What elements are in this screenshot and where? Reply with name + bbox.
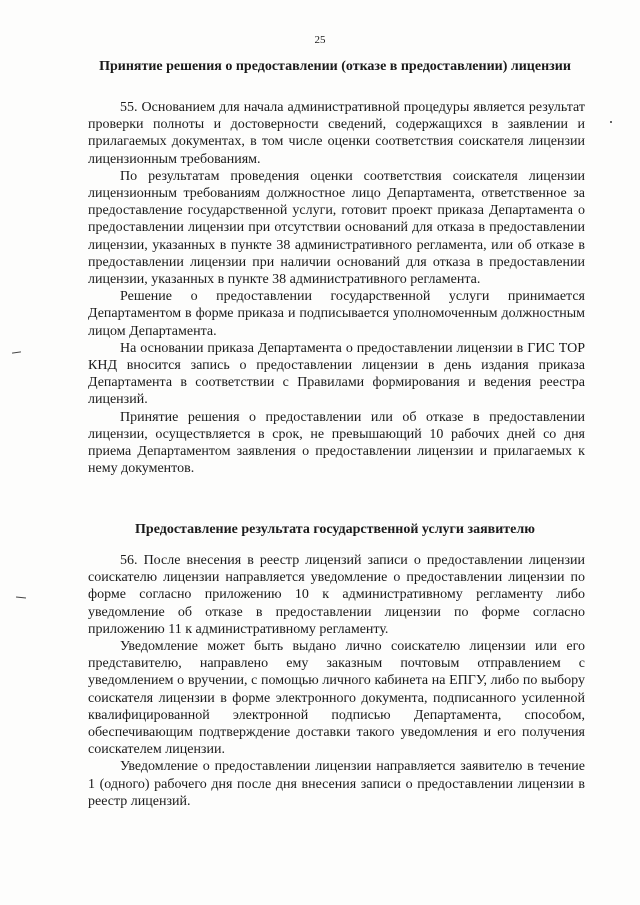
paragraph: Решение о предоставлении государственной услуги принимается Департаментом в форме приказа и подписывается уполномоченным должностным лицом Департамента. [88, 289, 585, 339]
paragraph: На основании приказа Департамента о предоставлении лицензии в ГИС ТОР КНД вносится запись о предоставлении лицензии в день издания приказа Департамента в соответствии с Правилами формирования и ведения реестра лицензий. [88, 340, 585, 408]
margin-mark [12, 351, 21, 353]
margin-mark [16, 596, 26, 598]
paragraph: Принятие решения о предоставлении или об отказе в предоставлении лицензии, осуществляется в срок, не превышающий 10 рабочих дней со дня приема Департаментом заявления о предоставлении лицензии и прилагаемых к нему документов. [88, 409, 585, 477]
page-number: 25 [314, 34, 326, 46]
paragraph: Уведомление может быть выдано лично соискателю лицензии или его представителю, направлено ему заказным почтовым отправлением с уведомлением о вручении, с помощью личного кабинета на ЕПГУ, либо по выбору соискателя лицензии в форме электронного документа, подписанного усиленной квалифицированной электронной подписью Департамента, способом, обеспечивающим подтверждение доставки такого уведомления и его получения соискателем лицензии. [88, 639, 585, 758]
paragraph: 55. Основанием для начала административной процедуры является результат проверки полноты и достоверности сведений, содержащихся в заявлении и прилагаемых документах, в том числе оценки соответствия соискателя лицензии лицензионным требованиям. [88, 100, 585, 167]
section-body [88, 552, 585, 810]
paragraph: По результатам проведения оценки соответствия соискателя лицензии лицензионным требованиям должностное лицо Департамента, ответственное за предоставление государственной услуги, готовит проект приказа Департамента о предоставлении лицензии при отсутствии оснований для отказа в предоставлении лицензии, указанных в пункте 38 административного регламента, или об отказе в предоставлении лицензии при наличии оснований для отказа в предоставлении лицензии, указанных в пункте 38 административного регламента. [88, 168, 585, 288]
section-heading: Предоставление результата государственной услуги заявителю [135, 522, 535, 537]
paragraph: 56. После внесения в реестр лицензий записи о предоставлении лицензии соискателю лицензии направляется уведомление о предоставлении лицензии по форме согласно приложению 10 к административному регламенту либо уведомление об отказе в предоставлении лицензии по форме согласно приложению 11 к административному регламенту. [88, 553, 585, 637]
scan-speck [610, 121, 612, 123]
section-body [88, 99, 585, 477]
paragraph: Уведомление о предоставлении лицензии направляется заявителю в течение 1 (одного) рабочего дня после дня внесения записи о предоставлении лицензии в реестр лицензий. [88, 759, 585, 809]
section-heading: Принятие решения о предоставлении (отказе в предоставлении) лицензии [99, 59, 571, 74]
